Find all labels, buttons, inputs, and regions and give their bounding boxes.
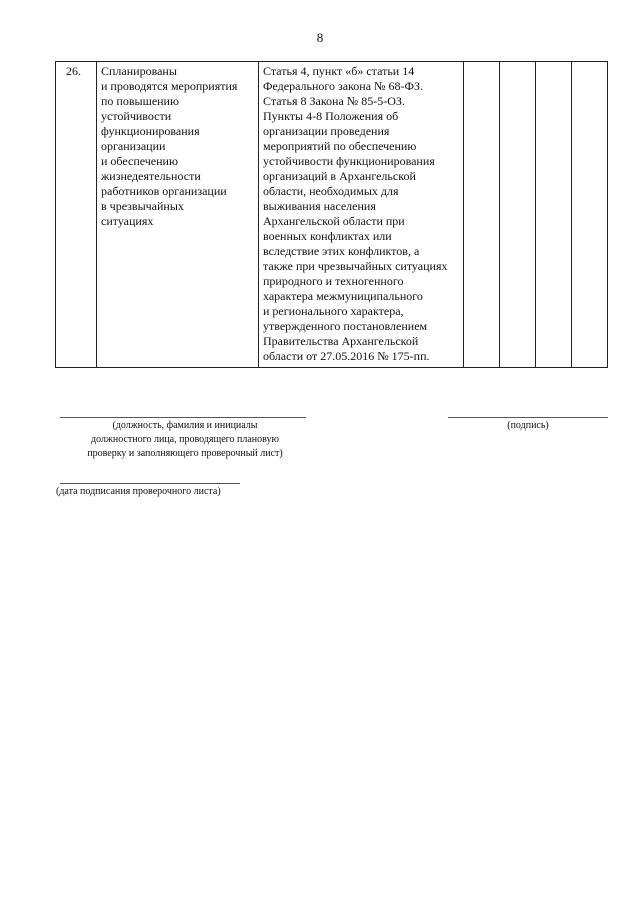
answer-note-cell	[572, 62, 608, 368]
table-row	[56, 62, 608, 368]
legal-basis-cell: Статья 4, пункт «б» статьи 14 Федерального закона № 68-ФЗ. Статья 8 Закона № 85-5-ОЗ. Пункты 4-8 Положения об организации проведения мероприятий по обеспечению устойчивости функционирования организаций в Архангельской области, необходимых для выживания населения Архангельской области при военных конфликтах или вследствие этих конфликтов, а также при чрезвычайных ситуациях природного и техногенного характера межмуниципального и регионального характера, утвержденного постановлением Правительства Архангельской области от 27.05.2016 № 175-пп.	[259, 62, 464, 368]
requirement-cell: Спланированы и проводятся мероприятия по повышению устойчивости функционирования организации и обеспечению жизнедеятельности работников организации в чрезвычайных ситуациях	[97, 62, 259, 368]
official-caption: (должность, фамилия и инициалы должностного лица, проводящего плановую проверку и заполняющего проверочный лист)	[87, 420, 283, 459]
signature-line	[448, 417, 608, 418]
answer-yes-cell	[464, 62, 500, 368]
page-number: 8	[316, 30, 324, 45]
signature-caption: (подпись)	[507, 420, 549, 431]
checklist-table	[55, 61, 608, 368]
date-signature-line	[60, 483, 240, 484]
date-caption: (дата подписания проверочного листа)	[56, 486, 221, 497]
answer-no-cell	[500, 62, 536, 368]
answer-not-applicable-cell	[536, 62, 572, 368]
row-number: 26.	[56, 62, 97, 368]
official-signature-line	[60, 417, 306, 418]
